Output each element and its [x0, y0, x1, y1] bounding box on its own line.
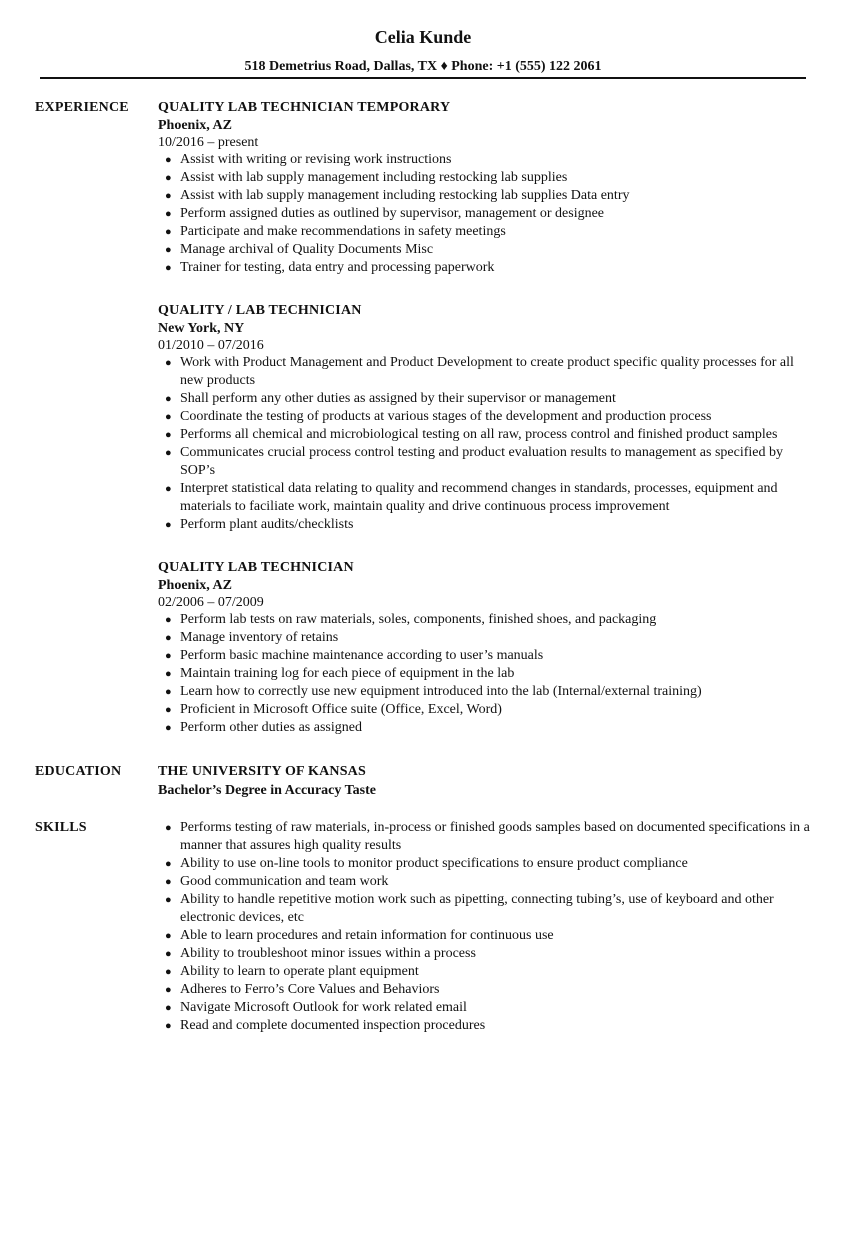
list-item: [158, 701, 818, 719]
list-item-text: Adheres to Ferro’s Core Values and Behaviors: [180, 982, 440, 997]
list-item-text: Good communication and team work: [180, 874, 389, 889]
bullet-icon: ●: [165, 686, 172, 698]
bullet-icon: ●: [165, 858, 172, 870]
list-item: [158, 444, 818, 480]
list-item-text: Ability to troubleshoot minor issues within a process: [180, 946, 476, 961]
bullet-icon: ●: [165, 632, 172, 644]
list-item-text: Work with Product Management and Product Development to create product specific quality processes for all new products: [180, 355, 794, 388]
list-item: [158, 426, 818, 444]
list-item: [158, 516, 818, 534]
job-entry: [158, 302, 818, 534]
list-item-text: Proficient in Microsoft Office suite (Office, Excel, Word): [180, 702, 502, 717]
list-item-text: Manage inventory of retains: [180, 630, 339, 645]
bullet-icon: ●: [165, 208, 172, 220]
bullet-icon: ●: [165, 429, 172, 441]
skills-entry: [158, 819, 818, 1035]
list-item-text: Perform assigned duties as outlined by supervisor, management or designee: [180, 206, 605, 221]
list-item-text: Read and complete documented inspection procedures: [180, 1018, 486, 1033]
contact-line: 518 Demetrius Road, Dallas, TX ♦ Phone: +1 (555) 122 2061: [244, 59, 602, 74]
bullet-icon: ●: [165, 722, 172, 734]
education-entry: [158, 763, 818, 801]
bullet-icon: ●: [165, 614, 172, 626]
job-location: Phoenix, AZ: [158, 578, 232, 593]
experience-list: [158, 99, 818, 737]
list-item-text: Perform basic machine maintenance according to user’s manuals: [180, 648, 544, 663]
job-location: New York, NY: [158, 321, 245, 336]
job-title: QUALITY LAB TECHNICIAN: [158, 560, 354, 575]
list-item: [158, 981, 818, 999]
list-item: [158, 408, 818, 426]
list-item-text: Performs testing of raw materials, in-process or finished goods samples based on documented specifications in a manner that assures high quality results: [180, 820, 810, 853]
bullet-icon: ●: [165, 172, 172, 184]
bullet-icon: ●: [165, 190, 172, 202]
list-item-text: Trainer for testing, data entry and processing paperwork: [180, 260, 495, 275]
job-duties: [158, 151, 818, 277]
list-item-text: Perform lab tests on raw materials, soles, components, finished shoes, and packaging: [180, 612, 657, 627]
list-item: [158, 205, 818, 223]
list-item: [158, 390, 818, 408]
school-name: THE UNIVERSITY OF KANSAS: [158, 764, 366, 779]
bullet-icon: ●: [165, 483, 172, 495]
list-item-text: Navigate Microsoft Outlook for work related email: [180, 1000, 467, 1015]
list-item: [158, 241, 818, 259]
list-item-text: Communicates crucial process control testing and product evaluation results to management as specified by SOP’s: [180, 445, 783, 478]
bullet-icon: ●: [165, 519, 172, 531]
list-item: [158, 259, 818, 277]
list-item: [158, 855, 818, 873]
header-divider: [40, 77, 806, 79]
bullet-icon: ●: [165, 357, 172, 369]
bullet-icon: ●: [165, 650, 172, 662]
list-item-text: Learn how to correctly use new equipment introduced into the lab (Internal/external training): [180, 684, 702, 699]
bullet-icon: ●: [165, 154, 172, 166]
job-dates: 10/2016 – present: [158, 135, 259, 150]
list-item: [158, 223, 818, 241]
bullet-icon: ●: [165, 393, 172, 405]
list-item-text: Ability to handle repetitive motion work such as pipetting, connecting tubing’s, use of keyboard and other electronic devices, etc: [180, 892, 774, 925]
experience-heading: EXPERIENCE: [35, 100, 129, 115]
job-dates: 01/2010 – 07/2016: [158, 338, 264, 353]
list-item: [158, 819, 818, 855]
list-item: [158, 1017, 818, 1035]
bullet-icon: ●: [165, 930, 172, 942]
job-title: QUALITY / LAB TECHNICIAN: [158, 303, 362, 318]
bullet-icon: ●: [165, 984, 172, 996]
list-item: [158, 665, 818, 683]
list-item-text: Performs all chemical and microbiological testing on all raw, process control and finished product samples: [180, 427, 778, 442]
list-item: [158, 647, 818, 665]
education-heading: EDUCATION: [35, 764, 122, 779]
list-item: [158, 354, 818, 390]
list-item-text: Ability to use on-line tools to monitor product specifications to ensure product compliance: [180, 856, 688, 871]
list-item: [158, 611, 818, 629]
bullet-icon: ●: [165, 894, 172, 906]
degree-name: Bachelor’s Degree in Accuracy Taste: [158, 783, 376, 798]
bullet-icon: ●: [165, 876, 172, 888]
list-item: [158, 999, 818, 1017]
bullet-icon: ●: [165, 1020, 172, 1032]
job-entry: [158, 559, 818, 737]
list-item: [158, 873, 818, 891]
list-item-text: Interpret statistical data relating to quality and recommend changes in standards, processes, equipment and materials to faciliate work, maintain quality and drive continuous process improvement: [180, 481, 778, 514]
list-item: [158, 719, 818, 737]
list-item-text: Participate and make recommendations in safety meetings: [180, 224, 506, 239]
list-item: [158, 891, 818, 927]
list-item: [158, 683, 818, 701]
job-duties: [158, 611, 818, 737]
bullet-icon: ●: [165, 262, 172, 274]
list-item: [158, 629, 818, 647]
list-item: [158, 169, 818, 187]
list-item: [158, 927, 818, 945]
list-item: [158, 945, 818, 963]
list-item-text: Manage archival of Quality Documents Misc: [180, 242, 434, 257]
job-duties: [158, 354, 818, 534]
bullet-icon: ●: [165, 1002, 172, 1014]
bullet-icon: ●: [165, 704, 172, 716]
list-item-text: Coordinate the testing of products at various stages of the development and production process: [180, 409, 712, 424]
list-item-text: Assist with writing or revising work instructions: [180, 152, 452, 167]
list-item-text: Maintain training log for each piece of equipment in the lab: [180, 666, 515, 681]
list-item: [158, 480, 818, 516]
skills-heading: SKILLS: [35, 820, 87, 835]
list-item-text: Ability to learn to operate plant equipment: [180, 964, 419, 979]
list-item: [158, 187, 818, 205]
bullet-icon: ●: [165, 948, 172, 960]
candidate-name: Celia Kunde: [374, 27, 472, 47]
bullet-icon: ●: [165, 411, 172, 423]
list-item-text: Assist with lab supply management including restocking lab supplies: [180, 170, 568, 185]
list-item-text: Perform plant audits/checklists: [180, 517, 354, 532]
list-item-text: Able to learn procedures and retain information for continuous use: [180, 928, 554, 943]
list-item-text: Shall perform any other duties as assigned by their supervisor or management: [180, 391, 616, 406]
bullet-icon: ●: [165, 966, 172, 978]
job-title: QUALITY LAB TECHNICIAN TEMPORARY: [158, 100, 451, 115]
list-item: [158, 151, 818, 169]
bullet-icon: ●: [165, 244, 172, 256]
list-item: [158, 963, 818, 981]
bullet-icon: ●: [165, 447, 172, 459]
job-dates: 02/2006 – 07/2009: [158, 595, 264, 610]
bullet-icon: ●: [165, 668, 172, 680]
bullet-icon: ●: [165, 822, 172, 834]
job-location: Phoenix, AZ: [158, 118, 232, 133]
skills-list: [158, 819, 818, 1035]
bullet-icon: ●: [165, 226, 172, 238]
list-item-text: Perform other duties as assigned: [180, 720, 362, 735]
list-item-text: Assist with lab supply management including restocking lab supplies Data entry: [180, 188, 630, 203]
job-entry: [158, 99, 818, 277]
